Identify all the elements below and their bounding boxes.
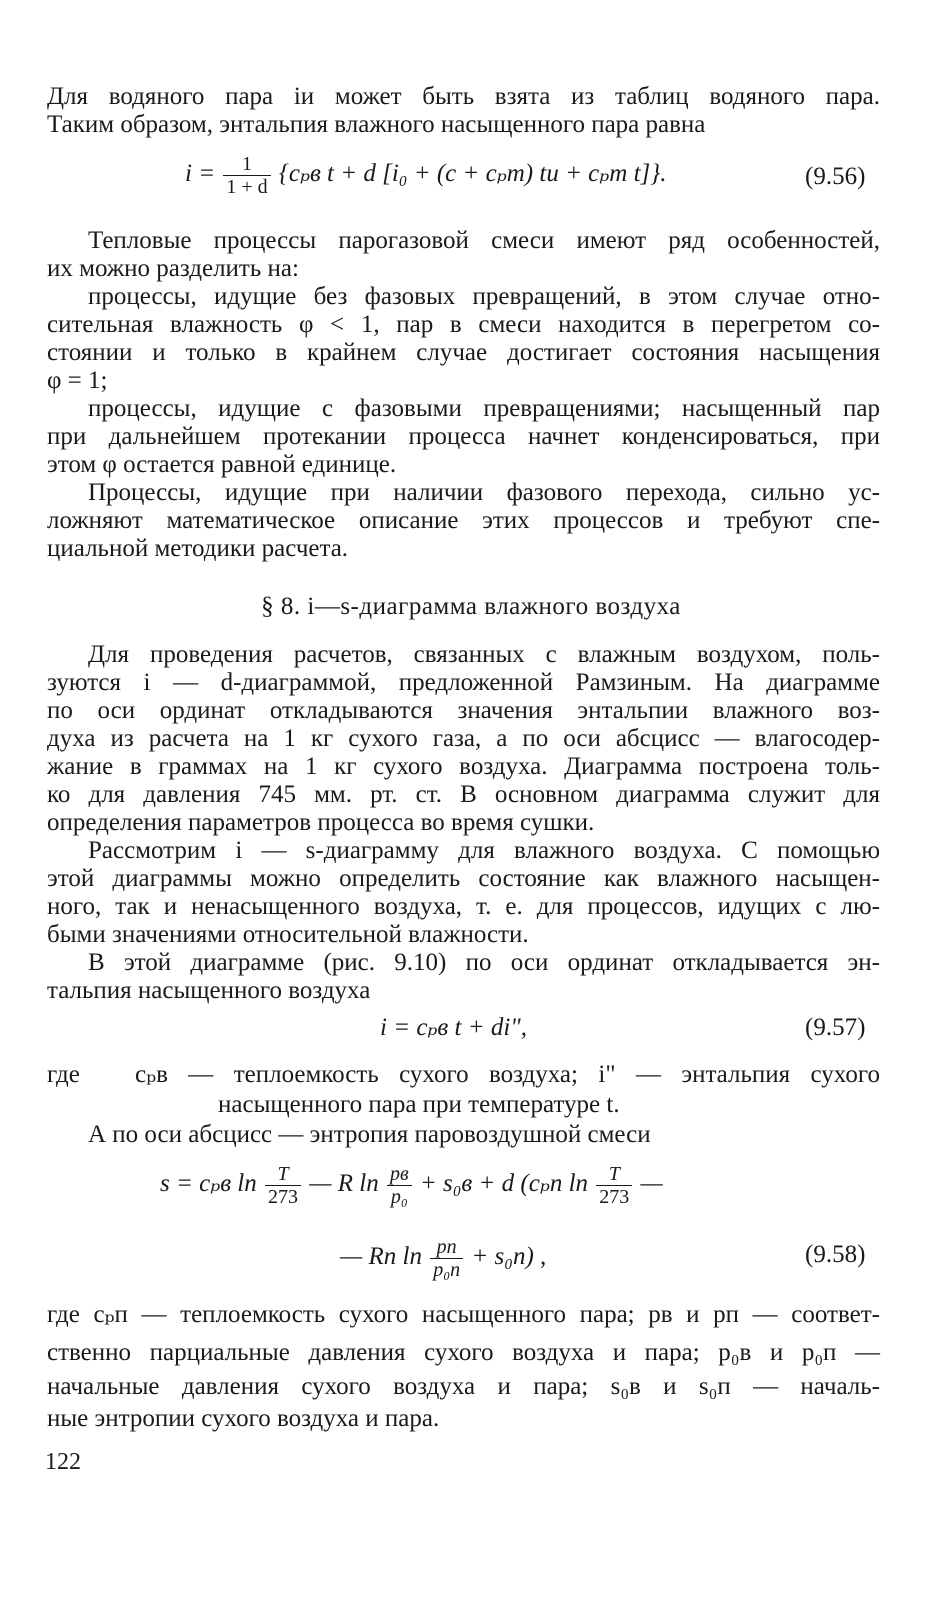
text-line: духа из расчета на 1 кг сухого газа, а по оси абсцисс — влагосодер- (47, 725, 880, 752)
where-label: где (47, 1061, 80, 1088)
fraction (387, 1163, 412, 1208)
fraction-numerator: T (265, 1163, 301, 1186)
fraction-denominator: 273 (599, 1186, 630, 1208)
text-line: жание в граммах на 1 кг сухого воздуха. Диаграмма построена толь- (47, 753, 880, 780)
text-line: тальпия насыщенного воздуха (47, 977, 371, 1004)
text-line: ложняют математическое описание этих процессов и требуют спе- (47, 507, 880, 534)
text-line: этом φ остается равной единице. (47, 451, 397, 478)
text-line: этой диаграммы можно определить состояние как влажного насыщен- (47, 865, 880, 892)
text-line: циальной методики расчета. (47, 535, 349, 562)
equation-part: + s₀п) , (471, 1243, 547, 1271)
text-line: Для водяного пара iи может быть взята из таблиц водяного пара. (47, 83, 880, 110)
fraction-denominator: p₀ (390, 1186, 408, 1208)
fraction-numerator: pв (387, 1163, 412, 1186)
fraction-denominator: p₀п (433, 1259, 461, 1281)
equation-9-58-line-2 (340, 1236, 546, 1281)
equation-9-56 (185, 153, 667, 198)
fraction (430, 1236, 463, 1281)
page-number: 122 (45, 1449, 81, 1475)
equation-number: (9.58) (805, 1241, 866, 1268)
text-line: быми значениями относительной влажности. (47, 921, 529, 948)
text-line: ного, так и ненасыщенного воздуха, т. е. для процессов, идущих с лю- (47, 893, 880, 920)
equation-number: (9.56) (805, 163, 866, 190)
text-line: Рассмотрим i — s-диаграмму для влажного воздуха. С помощью (88, 837, 880, 864)
equation-part: — R ln (309, 1170, 379, 1198)
equation-9-58-line-1 (160, 1163, 663, 1208)
equation-part: + s₀в + d (cₚп ln (419, 1170, 589, 1198)
text-line: стоянии и только в крайнем случае достигает состояния насыщения (47, 339, 880, 366)
equation-number: (9.57) (805, 1014, 866, 1041)
fraction-numerator: pп (430, 1236, 463, 1259)
text-line: Для проведения расчетов, связанных с влажным воздухом, поль- (88, 641, 880, 668)
text-line: ственно парциальные давления сухого воздуха и пара; p₀в и p₀п — (47, 1339, 880, 1366)
equation-lhs: i = (185, 160, 216, 188)
equation-part: s = cₚв ln (160, 1170, 257, 1198)
text-line: процессы, идущие без фазовых превращений, в этом случае отно- (88, 283, 880, 310)
equation-body: {cₚв t + d [i₀ + (c + cₚm) tи + cₚm t]}. (278, 160, 667, 188)
text-line: А по оси абсцисс — энтропия паровоздушной смеси (88, 1121, 651, 1148)
text-line: при дальнейшем протекании процесса начнет конденсироваться, при (47, 423, 880, 450)
fraction (223, 153, 270, 198)
text-line: Процессы, идущие при наличии фазового перехода, сильно ус- (88, 479, 880, 506)
fraction (596, 1163, 632, 1208)
fraction (265, 1163, 301, 1208)
equation-9-57: i = cₚв t + di", (380, 1014, 528, 1041)
equation-part: — (640, 1170, 663, 1198)
text-line: определения параметров процесса во время сушки. (47, 809, 595, 836)
text-line: насыщенного пара при температуре t. (218, 1091, 620, 1118)
text-line: где cₚп — теплоемкость сухого насыщенного пара; pв и pп — соответ- (47, 1301, 880, 1328)
text-line: cₚв — теплоемкость сухого воздуха; i" — энтальпия сухого (135, 1061, 880, 1088)
text-line: φ = 1; (47, 367, 108, 394)
fraction-denominator: 1 + d (226, 176, 268, 198)
text-line: Таким образом, энтальпия влажного насыщенного пара равна (47, 111, 706, 138)
text-line: начальные давления сухого воздуха и пара; s₀в и s₀п — началь- (47, 1373, 880, 1400)
section-heading: § 8. i—s-диаграмма влажного воздуха (261, 593, 681, 620)
text-line: ные энтропии сухого воздуха и пара. (47, 1405, 440, 1432)
text-line: зуются i — d-диаграммой, предложенной Рамзиным. На диаграмме (47, 669, 880, 696)
text-line: процессы, идущие с фазовыми превращениями; насыщенный пар (88, 395, 880, 422)
fraction-denominator: 273 (268, 1186, 298, 1208)
text-line: ко для давления 745 мм. рт. ст. В основном диаграмма служит для (47, 781, 880, 808)
text-line: их можно разделить на: (47, 255, 299, 282)
text-line: В этой диаграмме (рис. 9.10) по оси ординат откладывается эн- (88, 949, 880, 976)
text-line: Тепловые процессы парогазовой смеси имеют ряд особенностей, (88, 227, 880, 254)
fraction-numerator: T (596, 1163, 632, 1186)
text-line: по оси ординат откладываются значения энтальпии влажного воз- (47, 697, 880, 724)
equation-part: — Rп ln (340, 1243, 422, 1271)
text-line: сительная влажность φ < 1, пар в смеси находится в перегретом со- (47, 311, 880, 338)
fraction-numerator: 1 (223, 153, 270, 176)
